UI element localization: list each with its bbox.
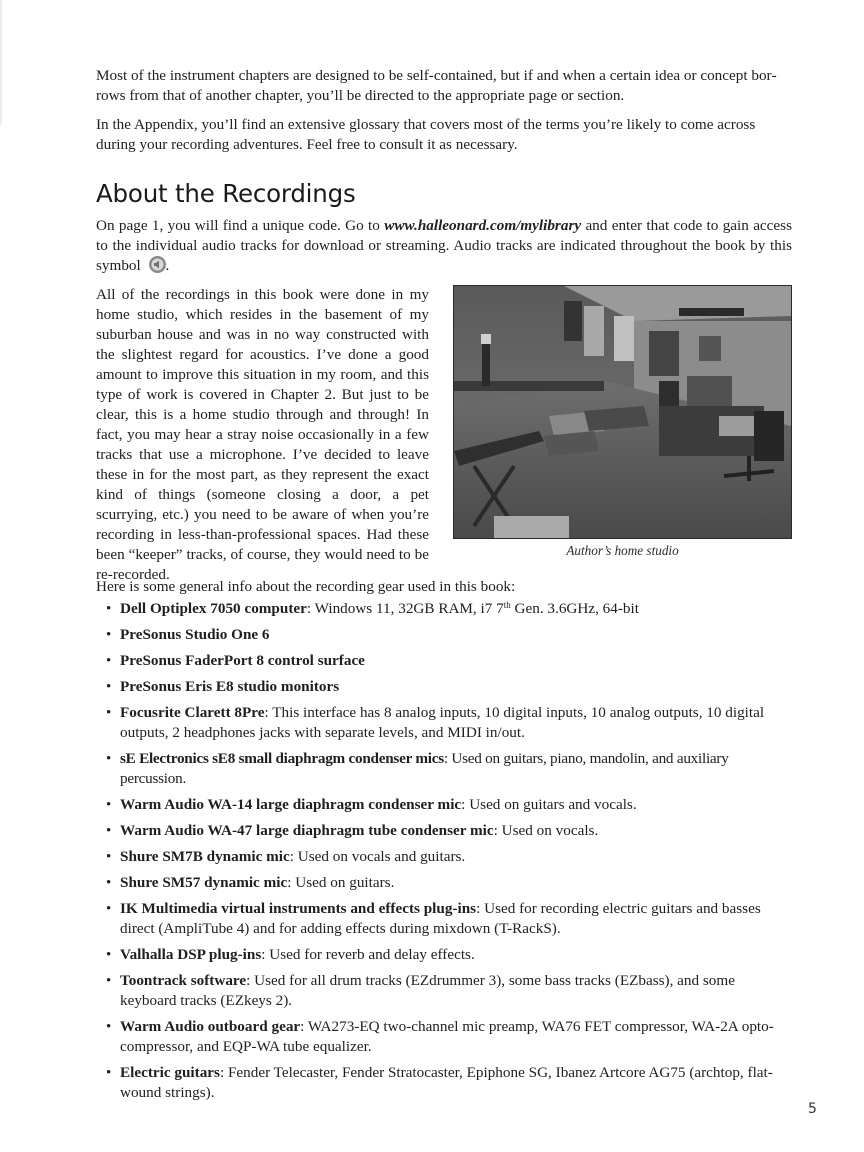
gear-item-name: Warm Audio WA-47 large diaphragm tube condenser mic xyxy=(120,822,494,839)
gear-item-detail: : Used on guitars. xyxy=(287,874,395,891)
bullet-icon: • xyxy=(106,751,112,767)
gear-item-detail: : Used on guitars, piano, mandolin, and auxiliary percussion. xyxy=(120,750,729,787)
bullet-icon: • xyxy=(106,653,112,669)
gear-list-item xyxy=(96,651,792,671)
gear-item-detail: : WA273-EQ two-channel mic preamp, WA76 FET compressor, WA-2A opto-compressor, and EQP-WA tube equalizer. xyxy=(120,1018,774,1055)
intro-paragraph-2: In the Appendix, you’ll find an extensive glossary that covers most of the terms you’re likely to come across during your recording adventures. Feel free to consult it as necessary. xyxy=(96,116,756,153)
gear-item-detail: : Used on vocals and guitars. xyxy=(289,848,466,865)
access-text-end: . xyxy=(165,257,170,274)
gear-item-detail: : Windows 11, 32GB RAM, i7 7 xyxy=(306,600,504,617)
studio-figure xyxy=(453,285,792,559)
bullet-icon: • xyxy=(106,705,112,721)
gear-list-item xyxy=(96,1017,792,1057)
bullet-icon: • xyxy=(106,823,112,839)
gear-list-item xyxy=(96,795,792,815)
access-paragraph xyxy=(96,216,792,276)
page-content xyxy=(96,66,792,1109)
gear-intro: Here is some general info about the recording gear used in this book: xyxy=(96,578,516,595)
gear-list-item xyxy=(96,821,792,841)
gear-item-detail: : This interface has 8 analog inputs, 10 digital inputs, 10 analog outputs, 10 digital outputs, 2 headphones jacks with separate levels, and MIDI in/out. xyxy=(120,704,765,741)
intro-paragraph-1: Most of the instrument chapters are designed to be self-contained, but if and when a certain idea or concept borrows from that of another chapter, you’ll be directed to the appropriate page or section. xyxy=(96,67,777,104)
studio-paragraph: All of the recordings in this book were done in my home studio, which resides in the basement of my suburban house and was in no way constructed with the slightest regard for acoustics. I’ve done a good amount to improve this situation in my room, and this type of work is covered in Chapter 2. But just to be clear, this is a home studio through and through! In fact, you may hear a stray noise occasionally in a few tracks that use a microphone. I’ve decided to leave these in for the most part, as they represent the exact kind of things (someone closing a door, a pet scurrying, etc.) you need to be aware of when you’re recording in less-than-professional spaces. Had these been “keeper” tracks, of course, they would need to be re-recorded. xyxy=(96,286,429,583)
gear-item-name: Warm Audio outboard gear xyxy=(120,1018,301,1035)
gear-item-name: PreSonus Eris E8 studio monitors xyxy=(120,678,340,695)
gear-item-detail: : Used on vocals. xyxy=(493,822,599,839)
gear-item-name: sE Electronics sE8 small diaphragm condenser mics xyxy=(120,750,444,767)
gear-item-name: Warm Audio WA-14 large diaphragm condenser mic xyxy=(120,796,462,813)
home-studio-photo xyxy=(453,285,792,539)
gear-item-detail: : Used for reverb and delay effects. xyxy=(261,946,475,963)
gear-item-name: Focusrite Clarett 8Pre xyxy=(120,704,265,721)
gear-list-item xyxy=(96,599,792,619)
library-url-link[interactable]: www.halleonard.com/mylibrary xyxy=(384,217,582,234)
gear-list-item xyxy=(96,945,792,965)
gear-list-item xyxy=(96,847,792,867)
gear-item-superscript: th xyxy=(503,600,511,610)
figure-caption: Author’s home studio xyxy=(566,543,679,558)
bullet-icon: • xyxy=(106,797,112,813)
gear-item-name: Electric guitars xyxy=(120,1064,220,1081)
gear-list-item xyxy=(96,971,792,1011)
gear-item-name: Valhalla DSP plug-ins xyxy=(120,946,262,963)
section-heading: About the Recordings xyxy=(96,179,356,208)
studio-section xyxy=(96,285,792,583)
gear-item-detail: : Fender Telecaster, Fender Stratocaster, Epiphone SG, Ibanez Artcore AG75 (archtop, flatwound strings). xyxy=(120,1064,773,1101)
gear-list-item xyxy=(96,677,792,697)
gear-list-item xyxy=(96,899,792,939)
gear-item-name: Shure SM7B dynamic mic xyxy=(120,848,290,865)
gear-item-detail: : Used for recording electric guitars and basses direct (AmpliTube 4) and for adding effects during mixdown (T-RackS). xyxy=(120,900,761,937)
access-text-before: On page 1, you will find a unique code. Go to xyxy=(96,217,385,234)
gear-list-item xyxy=(96,625,792,645)
access-text-after: and enter that code to gain access to the individual audio tracks for download or streaming. Audio tracks are indicated throughout the book by this symbol xyxy=(96,217,792,274)
bullet-icon: • xyxy=(106,679,112,695)
gear-item-detail: : Used for all drum tracks (EZdrummer 3), some bass tracks (EZbass), and some keyboard tracks (EZkeys 2). xyxy=(120,972,735,1009)
gear-item-name: PreSonus Studio One 6 xyxy=(120,626,270,643)
gear-list xyxy=(96,599,792,1103)
audio-speaker-icon xyxy=(149,256,166,273)
bullet-icon: • xyxy=(106,901,112,917)
gear-item-name: IK Multimedia virtual instruments and effects plug-ins xyxy=(120,900,477,917)
gear-item-name: Dell Optiplex 7050 computer xyxy=(120,600,307,617)
gear-list-item xyxy=(96,1063,792,1103)
bullet-icon: • xyxy=(106,947,112,963)
gear-item-name: Toontrack software xyxy=(120,972,247,989)
bullet-icon: • xyxy=(106,875,112,891)
page-number: 5 xyxy=(808,1101,817,1117)
gear-item-name: PreSonus FaderPort 8 control surface xyxy=(120,652,365,669)
page-edge xyxy=(0,0,2,125)
gear-list-item xyxy=(96,749,792,789)
bullet-icon: • xyxy=(106,1019,112,1035)
bullet-icon: • xyxy=(106,1065,112,1081)
bullet-icon: • xyxy=(106,849,112,865)
gear-item-detail-post: Gen. 3.6GHz, 64-bit xyxy=(510,600,639,617)
gear-list-item xyxy=(96,873,792,893)
bullet-icon: • xyxy=(106,627,112,643)
gear-item-name: Shure SM57 dynamic mic xyxy=(120,874,288,891)
gear-list-item xyxy=(96,703,792,743)
gear-item-detail: : Used on guitars and vocals. xyxy=(461,796,637,813)
bullet-icon: • xyxy=(106,973,112,989)
bullet-icon: • xyxy=(106,601,112,617)
